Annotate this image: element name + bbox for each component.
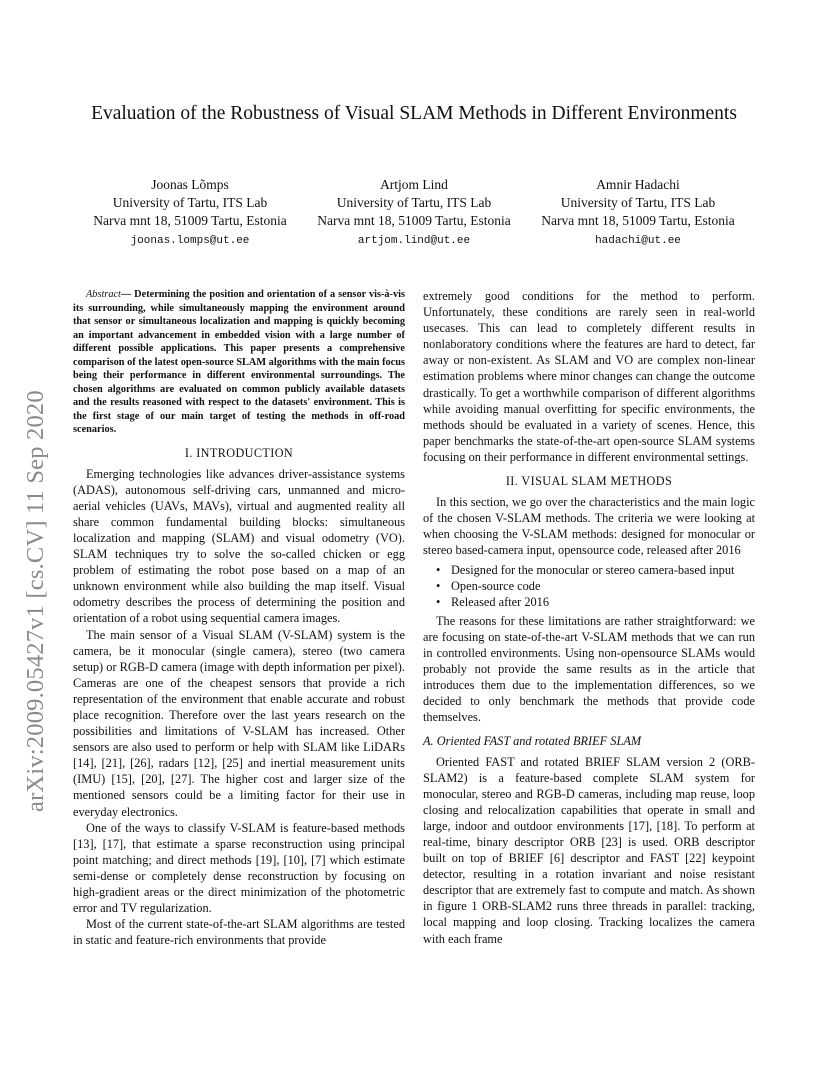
methods-paragraph-1: In this section, we go over the characteristics and the main logic of the chosen V-SLAM methods. The criteria we were looking at when choosing the V-SLAM methods: designed for monocular or stereo based-camera input, opensource code, released after 2016 [423,495,755,558]
list-item-text: Designed for the monocular or stereo camera-based input [451,562,735,577]
author-block-2 [300,176,528,250]
author-name: Amnir Hadachi [596,177,680,192]
left-column [73,288,405,948]
orb-slam-paragraph: Oriented FAST and rotated BRIEF SLAM version 2 (ORB-SLAM2) is a feature-based complete SLAM system for monocular, stereo and RGB-D cameras, including map reuse, loop closing and relocalization capabilities that operate in small and large, indoor and outdoor environments [17], [18]. To perform at real-time, binary descriptor ORB [23] is used. ORB descriptor built on top of BRIEF [6] descriptor and FAST [22] keypoint detector, resulting in a rotation invariant and noise resistant descriptor that are extremely fast to compute and match. As shown in figure 1 ORB-SLAM2 runs three threads in parallel: tracking, local mapping and loop closing. Tracking localizes the camera with each frame [423,754,755,946]
paper-title: Evaluation of the Robustness of Visual SLAM Methods in Different Environments [91,103,737,124]
author-block-1 [76,176,304,250]
author-name: Artjom Lind [380,177,448,192]
arxiv-identifier-stamp: arXiv:2009.05427v1 [cs.CV] 11 Sep 2020 [22,390,49,812]
section-heading-introduction: I. INTRODUCTION [184,445,294,460]
author-block-3 [524,176,752,250]
author-address: Narva mnt 18, 51009 Tartu, Estonia [541,213,735,228]
bullet-icon: • [436,594,441,609]
abstract-text: — Determining the position and orientation of a sensor vis-à-vis its surrounding, while simultaneously mapping the environment around that sensor or simultaneous localization and mapping is quickly becoming an important advancement in embedded vision with a large number of different possible applications. This paper presents a comprehensive comparison of the latest open-source SLAM algorithms with the main focus being their performance in different environmental surroundings. The chosen algorithms are evaluated on common publicly available datasets and the results reasoned with respect to the datasets' environment. This is the first stage of our main target of testing the methods in off-road scenarios. [73,289,405,435]
list-item-text: Open-source code [451,578,541,593]
author-affiliation: University of Tartu, ITS Lab [336,195,492,210]
intro-paragraph-2: The main sensor of a Visual SLAM (V-SLAM) system is the camera, be it monocular (single camera), stereo (two camera setup) or RGB-D camera (image with depth information per pixel). Cameras are one of the cheapest sensors that provide a rich representation of the environment that enable accurate and robust place recognition. Therefore over the last years research on the possibilities and limitations of V-SLAM has increased. Other sensors are also used to perform or help with SLAM like LiDARs [14], [21], [26], radars [12], [25] and inertial measurement units (IMU) [15], [20], [27]. The higher cost and larger size of the mentioned sensors could be a limiting factor for their use in everyday electronics. [73,627,405,819]
author-email: artjom.lind@ut.ee [357,235,471,247]
bullet-icon: • [436,578,441,593]
list-item [436,562,755,578]
section-heading-visual-slam-methods: II. VISUAL SLAM METHODS [505,474,673,489]
methods-paragraph-2: The reasons for these limitations are rather straightforward: we are focusing on state-of-the-art V-SLAM methods that we can run in controlled environments. Using non-opensource SLAMs would probably not provide the same results as in the article that introduces them due to the implementation differences, so we decided to only benchmark the methods that provide code themselves. [423,613,755,725]
intro-paragraph-3: One of the ways to classify V-SLAM is feature-based methods [13], [17], that estimate a sparse reconstruction using principal point matching; and direct methods [19], [10], [7] which estimate semi-dense or completely dense reconstruction by focusing on high-gradient areas or the direct minimization of the photometric error and TV regularization. [73,820,405,916]
subsection-heading-orb-slam: A. Oriented FAST and rotated BRIEF SLAM [423,734,642,749]
right-column [423,288,755,947]
author-email: joonas.lomps@ut.ee [130,235,250,247]
bullet-icon: • [436,562,441,577]
author-address: Narva mnt 18, 51009 Tartu, Estonia [93,213,287,228]
author-name: Joonas Lõmps [151,177,229,192]
intro-paragraph-4: Most of the current state-of-the-art SLAM algorithms are tested in static and feature-rich environments that provide [73,917,405,948]
intro-continuation-paragraph: extremely good conditions for the method to perform. Unfortunately, these conditions are rarely seen in real-world usecases. This can lead to completely different results in nonlaboratory conditions where the features are hard to detect, far away or non-existent. As SLAM and VO are complex non-linear estimation problems where minor changes can change the outcome drastically. To get a worthwhile comparison of different algorithms while avoiding manual overfitting for specific environments, the methods should be evaluated in a variety of scenes. Hence, this paper benchmarks the state-of-the-art open-source SLAM systems focusing on their performance in different environmental settings. [423,289,755,464]
list-item [436,578,755,594]
author-address: Narva mnt 18, 51009 Tartu, Estonia [317,213,511,228]
list-item [436,594,755,610]
abstract [73,288,405,437]
criteria-bullet-list [423,562,755,610]
list-item-text: Released after 2016 [451,594,550,609]
author-email: hadachi@ut.ee [595,235,681,247]
intro-paragraph-1: Emerging technologies like advances driver-assistance systems (ADAS), autonomous self-driving cars, unmanned and micro-aerial vehicles (UAVs, MAVs), virtual and augmented reality all share common fundamental building blocks: simultaneous localization and mapping (SLAM) and visual odometry (VO). SLAM techniques try to solve the so-called chicken or egg problem of estimating the robot pose based on a map of an unknown environment while also building the map itself. Visual odometry describes the process of determining the position and orientation of a robot using sequential camera images. [73,466,405,626]
abstract-label: Abstract [86,289,121,300]
author-affiliation: University of Tartu, ITS Lab [112,195,268,210]
author-affiliation: University of Tartu, ITS Lab [560,195,716,210]
